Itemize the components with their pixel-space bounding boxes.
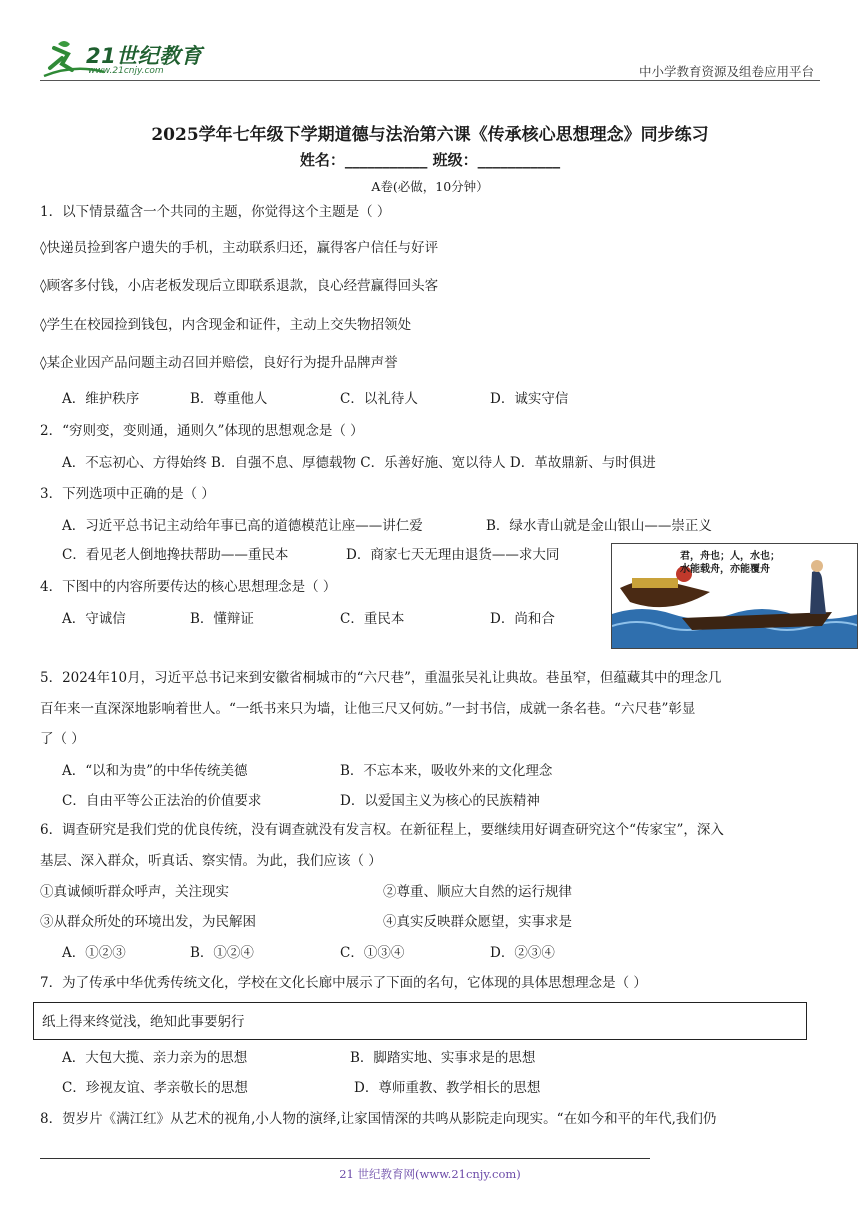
q5-option-b: B．不忘本来，吸收外来的文化理念	[340, 763, 553, 779]
q5-stem-line: 百年来一直深深地影响着世人。“一纸书来只为墙，让他三尺又何妨。”一封书信，成就一条名巷。“六尺巷”彰显	[40, 701, 696, 717]
q4-option-b: B．懂辩证	[190, 611, 254, 627]
section-label: A卷(必做，10分钟）	[371, 179, 489, 194]
q1-item: ◊顾客多付钱，小店老板发现后立即联系退款，良心经营赢得回头客	[40, 278, 439, 294]
q1-option-c: C．以礼待人	[340, 391, 418, 407]
q5-option-c: C．自由平等公正法治的价值要求	[62, 793, 262, 809]
q7-option-b: B．脚踏实地、实事求是的思想	[350, 1050, 536, 1066]
header-platform-text: 中小学教育资源及组卷应用平台	[638, 64, 814, 79]
q2-options: A．不忘初心、方得始终 B．自强不息、厚德载物 C．乐善好施、宽以待人 D．革故鼎新、与时俱进	[62, 455, 656, 471]
q8-stem: 8．贺岁片《满江红》从艺术的视角,小人物的演绎,让家国情深的共鸣从影院走向现实。“在如今和平的年代,我们仍	[40, 1111, 717, 1127]
q5-option-a: A．“以和为贵”的中华传统美德	[62, 763, 248, 779]
q3-option-c: C．看见老人倒地搀扶帮助——重民本	[62, 547, 289, 563]
q1-item: ◊学生在校园捡到钱包，内含现金和证件，主动上交失物招领处	[40, 317, 412, 333]
q5-stem-line: 5．2024年10月，习近平总书记来到安徽省桐城市的“六尺巷”，重温张吴礼让典故。巷虽窄，但蕴藏其中的理念几	[40, 670, 722, 686]
q4-option-a: A．守诚信	[62, 611, 126, 627]
name-class-row: 姓名：___________ 班级：___________	[299, 151, 561, 169]
logo-url: www.21cnjy.com	[88, 66, 164, 76]
quote-text: 纸上得来终觉浅，绝知此事要躬行	[42, 1014, 245, 1030]
q3-stem: 3．下列选项中正确的是（ ）	[40, 486, 215, 502]
q1-option-d: D．诚实守信	[490, 391, 569, 407]
q4-stem: 4．下图中的内容所要传达的核心思想理念是（ ）	[40, 579, 337, 595]
q3-option-a: A．习近平总书记主动给年事已高的道德模范让座——讲仁爱	[62, 518, 423, 534]
image-caption-line: 君，舟也；人，水也；	[680, 551, 780, 562]
q4-option-c: C．重民本	[340, 611, 405, 627]
header-divider	[40, 80, 820, 81]
q6-option-d: D．②③④	[490, 945, 555, 961]
q6-option-b: B．①②④	[190, 945, 254, 961]
q3-option-d: D．商家七天无理由退货——求大同	[346, 547, 560, 563]
q7-option-c: C．珍视友谊、孝亲敬长的思想	[62, 1080, 248, 1096]
q7-option-a: A．大包大揽、亲力亲为的思想	[62, 1050, 248, 1066]
q6-statement: ①真诚倾听群众呼声，关注现实	[40, 884, 229, 900]
image-caption-line: 水能载舟，亦能覆舟	[680, 564, 770, 575]
q1-option-b: B．尊重他人	[190, 391, 268, 407]
q6-statement: ④真实反映群众愿望，实事求是	[383, 914, 572, 930]
q6-stem-line: 基层、深入群众，听真话、察实情。为此，我们应该（ ）	[40, 853, 382, 869]
q6-stem-line: 6．调查研究是我们党的优良传统，没有调查就没有发言权。在新征程上，要继续用好调查研究这个“传家宝”，深入	[40, 822, 724, 838]
q1-item: ◊快递员捡到客户遗失的手机，主动联系归还，赢得客户信任与好评	[40, 240, 439, 256]
q1-option-a: A．维护秩序	[62, 391, 140, 407]
q1-item: ◊某企业因产品问题主动召回并赔偿，良好行为提升品牌声誉	[40, 355, 398, 371]
q6-option-c: C．①③④	[340, 945, 405, 961]
q7-stem: 7．为了传承中华优秀传统文化，学校在文化长廊中展示了下面的名句，它体现的具体思想理念是（ ）	[40, 975, 647, 991]
q1-stem: 1．以下情景蕴含一个共同的主题，你觉得这个主题是（ ）	[40, 204, 391, 220]
q6-statement: ②尊重、顺应大自然的运行规律	[383, 884, 572, 900]
page-title: 2025学年七年级下学期道德与法治第六课《传承核心思想理念》同步练习	[151, 125, 709, 145]
q6-statement: ③从群众所处的环境出发，为民解困	[40, 914, 256, 930]
footer-link[interactable]: 21 世纪教育网(www.21cnjy.com)	[339, 1167, 521, 1181]
q2-stem: 2．“穷则变，变则通，通则久”体现的思想观念是（ ）	[40, 423, 364, 439]
q5-option-d: D．以爱国主义为核心的民族精神	[340, 793, 540, 809]
footer-divider	[40, 1158, 650, 1159]
q7-option-d: D．尊师重教、教学相长的思想	[354, 1080, 541, 1096]
q5-stem-line: 了（ ）	[40, 731, 85, 747]
q4-option-d: D．尚和合	[490, 611, 555, 627]
logo-text: 21世纪教育	[86, 44, 203, 68]
q3-option-b: B．绿水青山就是金山银山——崇正义	[486, 518, 712, 534]
q6-option-a: A．①②③	[62, 945, 126, 961]
